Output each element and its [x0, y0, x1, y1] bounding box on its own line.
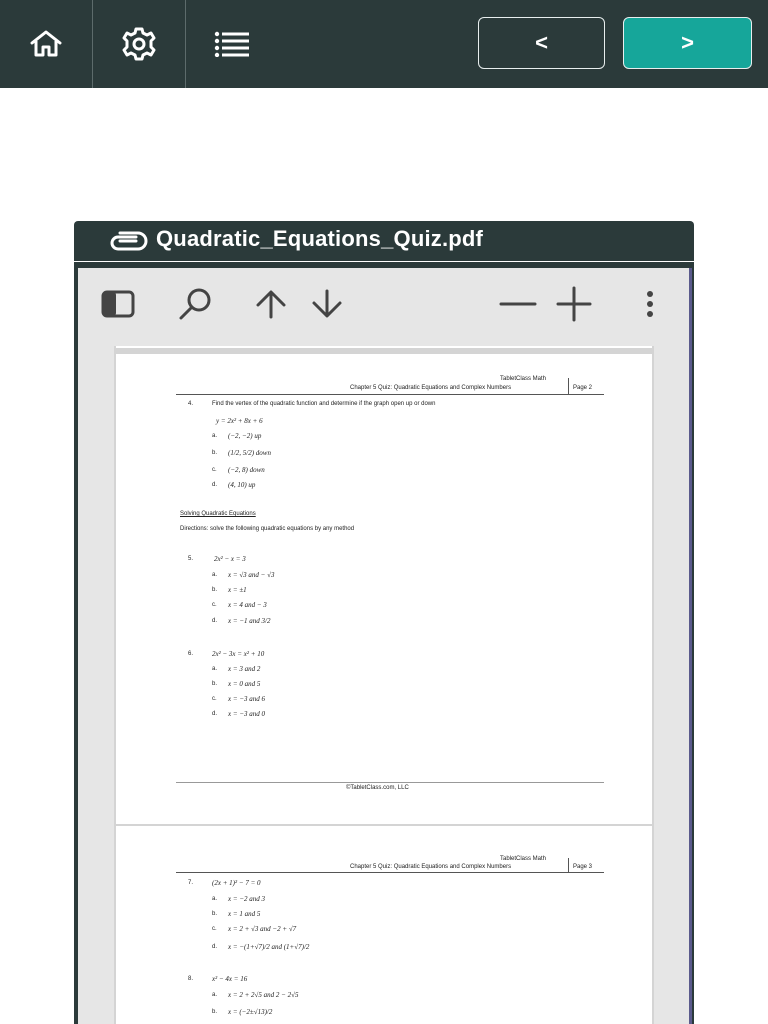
q4-text: Find the vertex of the quadratic function and determine if the graph open up or down: [212, 401, 436, 407]
more-vertical-icon: [645, 290, 655, 318]
arrow-down-icon: [309, 289, 345, 319]
header-title: TabletClass Math: [500, 376, 547, 382]
q4-a-label: a.: [212, 433, 218, 439]
q7-a-label: a.: [212, 896, 218, 902]
q8-a-label: a.: [212, 992, 218, 998]
q6-b-label: b.: [212, 681, 218, 687]
pdf-page-3: [116, 826, 652, 1024]
q6-equation: 2x² − 3x = x² + 10: [212, 650, 265, 658]
q4-c-label: c.: [212, 467, 217, 473]
settings-button[interactable]: [93, 0, 185, 88]
arrow-up-icon: [253, 289, 289, 319]
next-button[interactable]: [623, 17, 752, 69]
header-rule: [176, 872, 604, 873]
q5-number: 5.: [188, 556, 194, 562]
q6-a-label: a.: [212, 666, 218, 672]
paperclip-icon: [106, 231, 148, 253]
q5-d-label: d.: [212, 618, 218, 624]
plus-icon: [556, 286, 592, 322]
q8-equation: x² − 4x = 16: [212, 975, 248, 983]
sidebar-toggle-button[interactable]: [100, 286, 136, 322]
header-divider: [568, 858, 569, 872]
header-title: TabletClass Math: [500, 856, 547, 862]
q8-b-label: b.: [212, 1009, 218, 1015]
pdf-viewer-inner: [78, 268, 692, 1024]
page-label: Page 3: [573, 864, 593, 870]
q6-d-label: d.: [212, 711, 218, 717]
q4-b: (1/2, 5/2) down: [228, 449, 271, 457]
sidebar-toggle-icon: [101, 290, 135, 318]
q5-b-label: b.: [212, 587, 218, 593]
header-subtitle: Chapter 5 Quiz: Quadratic Equations and Complex Numbers: [350, 864, 512, 870]
next-result-button[interactable]: [308, 286, 346, 322]
minus-icon: [499, 299, 537, 309]
q5-equation: 2x² − x = 3: [214, 555, 246, 563]
q8-number: 8.: [188, 976, 194, 982]
file-name: Quadratic_Equations_Quiz.pdf: [156, 226, 484, 251]
q4-c: (−2, 8) down: [228, 466, 265, 474]
document-area[interactable]: [114, 346, 654, 1024]
pdf-viewer: [74, 262, 694, 1024]
footer-rule: [176, 782, 604, 783]
q6-number: 6.: [188, 651, 194, 657]
zoom-out-button[interactable]: [498, 286, 538, 322]
header-subtitle: Chapter 5 Quiz: Quadratic Equations and Complex Numbers: [350, 385, 512, 391]
header-rule: [176, 394, 604, 395]
zoom-in-button[interactable]: [554, 286, 594, 322]
q7-a: x = −2 and 3: [228, 895, 266, 903]
page-label: Page 2: [573, 385, 593, 391]
q5-b: x = ±1: [228, 586, 247, 594]
q7-d: x = −(1+√7)/2 and (1+√7)/2: [228, 943, 310, 951]
q7-c-label: c.: [212, 926, 217, 932]
q6-a: x = 3 and 2: [228, 665, 261, 673]
more-options-button[interactable]: [638, 286, 662, 322]
q4-a: (−2, −2) up: [228, 432, 262, 440]
q8-a: x = 2 + 2√5 and 2 − 2√5: [228, 991, 299, 999]
list-icon: [214, 31, 250, 57]
q7-b-label: b.: [212, 911, 218, 917]
q6-c: x = −3 and 6: [228, 695, 266, 703]
q8-b: x = (−2±√13)/2: [228, 1008, 273, 1016]
q5-d: x = −1 and 3/2: [228, 617, 271, 625]
q5-c: x = 4 and − 3: [228, 601, 267, 609]
search-icon: [177, 287, 215, 321]
pdf-page-prev: [116, 346, 652, 348]
q4-equation: y = 2x² + 8x + 6: [216, 417, 263, 425]
q7-b: x = 1 and 5: [228, 910, 261, 918]
file-title-bar: [74, 221, 694, 261]
q7-d-label: d.: [212, 944, 218, 950]
q4-b-label: b.: [212, 450, 218, 456]
header-divider: [568, 378, 569, 394]
q4-number: 4.: [188, 401, 194, 407]
q6-d: x = −3 and 0: [228, 710, 266, 718]
q7-number: 7.: [188, 880, 194, 886]
q6-b: x = 0 and 5: [228, 680, 261, 688]
q6-c-label: c.: [212, 696, 217, 702]
search-button[interactable]: [176, 286, 216, 322]
section-heading: Solving Quadratic Equations: [180, 511, 256, 517]
footer-copyright: ©TabletClass.com, LLC: [346, 785, 409, 791]
directions: Directions: solve the following quadratic equations by any method: [180, 526, 355, 532]
contents-button[interactable]: [186, 0, 278, 88]
gear-icon: [121, 26, 157, 62]
previous-label: <: [535, 30, 548, 55]
pdf-page-2: [116, 354, 652, 824]
q4-d: (4, 10) up: [228, 481, 256, 489]
q5-a-label: a.: [212, 572, 218, 578]
top-app-bar: [0, 0, 768, 88]
previous-result-button[interactable]: [252, 286, 290, 322]
previous-button[interactable]: [478, 17, 605, 69]
home-icon: [29, 29, 63, 59]
q5-c-label: c.: [212, 602, 217, 608]
home-button[interactable]: [0, 0, 92, 88]
q7-equation: (2x + 1)² − 7 = 0: [212, 879, 261, 887]
q4-d-label: d.: [212, 482, 218, 488]
next-label: >: [681, 30, 694, 55]
q5-a: x = √3 and − √3: [228, 571, 275, 579]
q7-c: x = 2 + √3 and −2 + √7: [228, 925, 297, 933]
pdf-toolbar: [78, 268, 689, 340]
